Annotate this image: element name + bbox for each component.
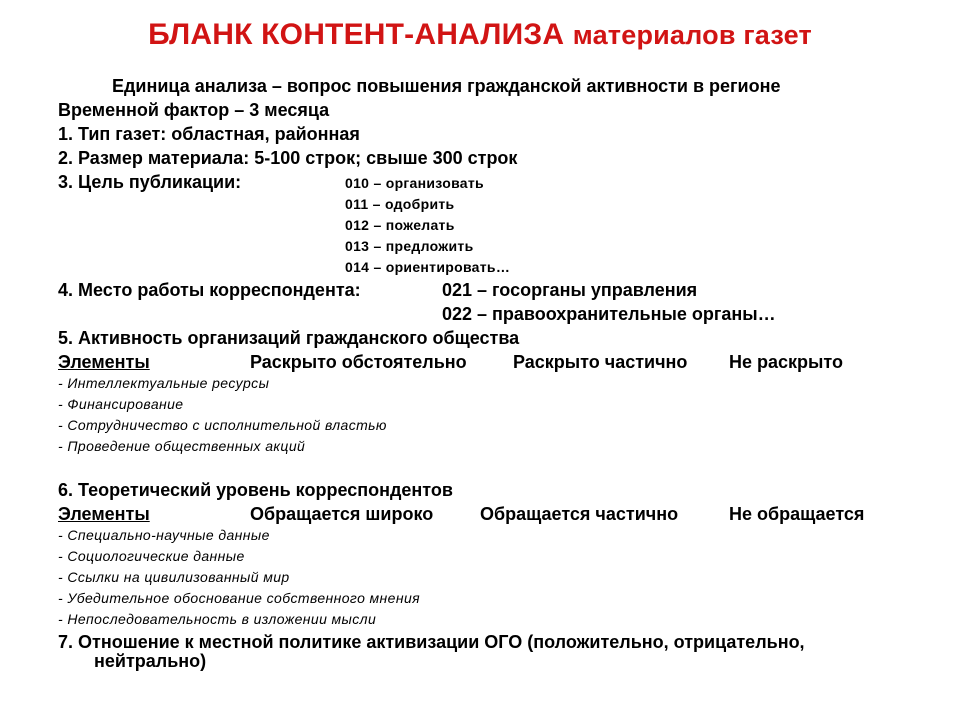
title-main: БЛАНК КОНТЕНТ-АНАЛИЗА (148, 18, 565, 51)
purpose-code: 013 – предложить (345, 238, 474, 254)
column-header: Не раскрыто (729, 352, 843, 372)
column-header: Раскрыто частично (513, 352, 688, 372)
list-item: - Непоследовательность в изложении мысли (58, 611, 377, 627)
section-4-label: 4. Место работы корреспондента: (58, 280, 361, 300)
purpose-code: 011 – одобрить (345, 196, 455, 212)
section-2-material-size: 2. Размер материала: 5-100 строк; свыше 300 строк (58, 148, 518, 168)
list-item: - Интеллектуальные ресурсы (58, 375, 270, 391)
section-7-line: нейтрально) (94, 651, 207, 671)
column-header-elements: Элементы (58, 352, 150, 372)
time-factor: Временной фактор – 3 месяца (58, 100, 330, 120)
section-5-label: 5. Активность организаций гражданского общества (58, 328, 520, 348)
section-3-label: 3. Цель публикации: (58, 172, 242, 192)
list-item: - Сотрудничество с исполнительной властью (58, 417, 387, 433)
list-item: - Ссылки на цивилизованный мир (58, 569, 290, 585)
purpose-code: 014 – ориентировать… (345, 259, 511, 275)
column-header: Раскрыто обстоятельно (250, 352, 467, 372)
column-header: Обращается широко (250, 504, 434, 524)
list-item: - Специально-научные данные (58, 527, 270, 543)
column-header: Не обращается (729, 504, 865, 524)
section-6-label: 6. Теоретический уровень корреспондентов (58, 480, 453, 500)
column-header: Обращается частично (480, 504, 679, 524)
unit-of-analysis: Единица анализа – вопрос повышения гражданской активности в регионе (112, 76, 781, 96)
purpose-code: 012 – пожелать (345, 217, 455, 233)
section-1-newspaper-type: 1. Тип газет: областная, районная (58, 124, 360, 144)
list-item: - Проведение общественных акций (58, 438, 306, 454)
workplace-code: 022 – правоохранительные органы… (442, 304, 776, 324)
purpose-code: 010 – организовать (345, 175, 484, 191)
column-header-elements: Элементы (58, 504, 150, 524)
list-item: - Финансирование (58, 396, 184, 412)
title-secondary: материалов газет (572, 20, 812, 50)
workplace-code: 021 – госорганы управления (442, 280, 698, 300)
page-title (0, 18, 960, 52)
list-item: - Убедительное обоснование собственного мнения (58, 590, 421, 606)
list-item: - Социологические данные (58, 548, 245, 564)
section-7-line: 7. Отношение к местной политике активизации ОГО (положительно, отрицательно, (58, 632, 805, 652)
